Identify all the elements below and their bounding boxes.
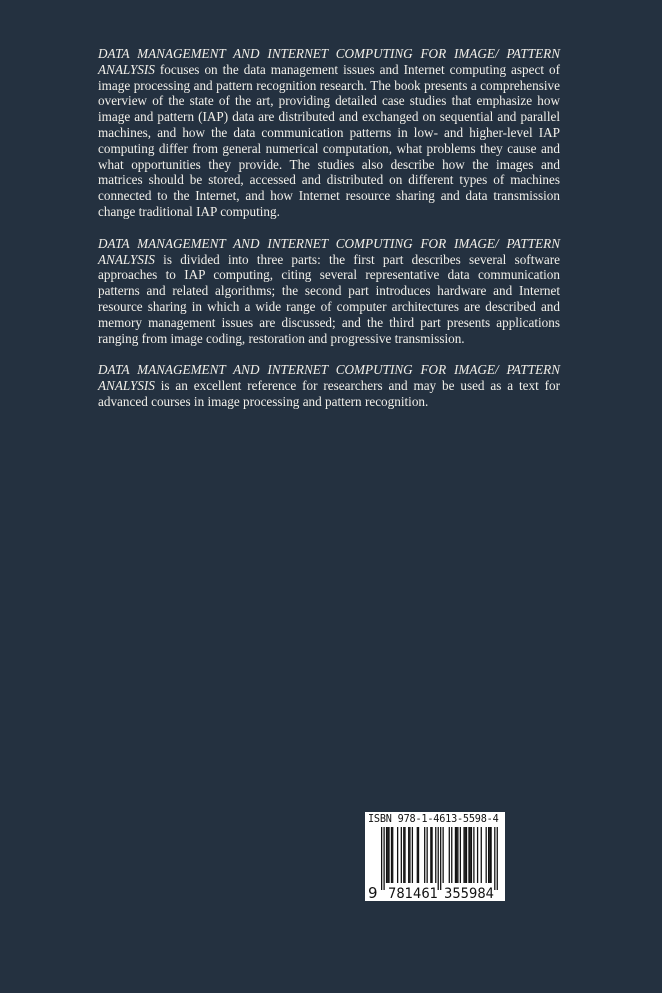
- barcode-bar: [481, 827, 482, 883]
- barcode-bar: [392, 827, 393, 883]
- barcode-bar: [443, 827, 444, 883]
- paragraph-body: is an excellent reference for researchers and may be used as a text for advanced courses in image processing and pattern recognition.: [98, 378, 560, 409]
- barcode-bar: [451, 827, 452, 883]
- barcode-bar: [460, 827, 461, 883]
- description-paragraph-1: [98, 46, 560, 220]
- barcode-bar: [438, 827, 439, 890]
- barcode-bar: [427, 827, 428, 883]
- barcode-right-digits: 355984: [444, 886, 494, 901]
- barcode-bar: [455, 827, 456, 883]
- barcode-bar: [456, 827, 457, 883]
- barcode-bar: [470, 827, 471, 883]
- barcode-bar: [471, 827, 472, 883]
- barcode-bar: [449, 827, 450, 883]
- book-title-italic: DATA MANAGEMENT AND INTERNET COMPUTING FOR IMAGE/ PATTERN ANALYSIS: [98, 46, 560, 77]
- barcode-bar: [435, 827, 436, 883]
- barcode-bar: [431, 827, 432, 883]
- barcode-bar: [408, 827, 409, 883]
- barcode-bar: [490, 827, 491, 883]
- book-title-italic: DATA MANAGEMENT AND INTERNET COMPUTING FOR IMAGE/ PATTERN ANALYSIS: [98, 235, 560, 267]
- paragraph-body: is divided into three parts: the first part describes several software approaches to IAP computing, citing several representative data communication patterns and related algorithms; the second part introduces hardware and Internet resource sharing in which a wide range of computer architectures are described and memory management issues are discussed; and the third part presents applications ranging from image coding, restoration and progressive transmission.: [98, 251, 560, 346]
- barcode-bar: [489, 827, 490, 883]
- barcode-bar: [403, 827, 404, 883]
- barcode-bar: [387, 827, 388, 883]
- barcode-bar: [463, 827, 464, 883]
- barcode-bar: [409, 827, 410, 883]
- barcode-first-digit: 9: [368, 884, 378, 901]
- barcode-bar: [397, 827, 398, 883]
- barcode-bar: [497, 827, 498, 890]
- barcode-bar: [388, 827, 389, 883]
- description-paragraph-2: [98, 236, 560, 347]
- isbn-barcode: [365, 812, 505, 901]
- barcode-bars: [365, 812, 505, 901]
- barcode-bar: [417, 827, 418, 883]
- barcode-bar: [494, 827, 495, 890]
- barcode-bar: [468, 827, 469, 883]
- barcode-bar: [418, 827, 419, 883]
- barcode-bar: [381, 827, 382, 890]
- paragraph-body: focuses on the data management issues and Internet computing aspect of image processing and pattern recognition research. The book presents a comprehensive overview of the state of the art, providing detailed case studies that emphasize how image and pattern (IAP) data are distributed and exchanged on sequential and parallel machines, and how the data communication patterns in low- and higher-level IAP computing differ from general numerical computation, what problems they cause and what opportunities they provide. The studies also describe how the images and matrices should be stored, accessed and distributed on different types of machines connected to the Internet, and how Internet resource sharing and data transmission change traditional IAP computing.: [98, 61, 560, 219]
- barcode-bar: [440, 827, 441, 890]
- barcode-bar: [466, 827, 467, 883]
- barcode-bar: [404, 827, 405, 883]
- barcode-bar: [488, 827, 489, 883]
- barcode-bar: [457, 827, 458, 883]
- barcode-bar: [386, 827, 387, 883]
- barcode-bar: [401, 827, 402, 883]
- isbn-label: ISBN 978-1-4613-5598-4: [368, 814, 499, 825]
- barcode-bar: [477, 827, 478, 883]
- barcode-bar: [430, 827, 431, 883]
- description-paragraph-3: [98, 362, 560, 409]
- barcode-bar: [424, 827, 425, 883]
- description-text: [98, 46, 560, 426]
- barcode-bar: [391, 827, 392, 883]
- book-title-italic: DATA MANAGEMENT AND INTERNET COMPUTING FOR IMAGE/ PATTERN ANALYSIS: [98, 362, 560, 394]
- barcode-bar: [473, 827, 474, 883]
- barcode-bar: [412, 827, 413, 883]
- barcode-left-digits: 781461: [388, 886, 438, 901]
- barcode-bar: [383, 827, 384, 890]
- barcode-bar: [465, 827, 466, 883]
- barcode-bar: [486, 827, 487, 883]
